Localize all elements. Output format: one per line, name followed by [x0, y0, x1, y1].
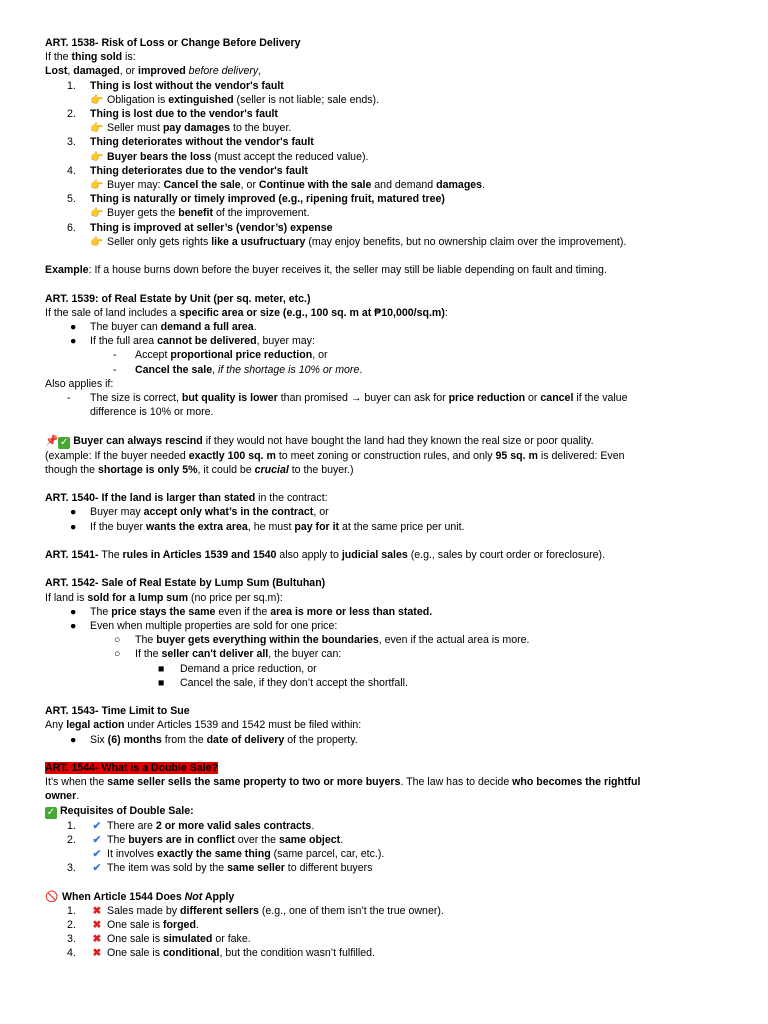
list-item-detail: 👉 Buyer bears the loss (must accept the reduced value).: [90, 150, 369, 163]
article-1544-intro: It’s when the same seller sells the same property to two or more buyers. The law has to decide who becomes the rightful: [45, 776, 641, 789]
article-1543-intro: Any legal action under Articles 1539 and 1542 must be filed within:: [45, 719, 362, 732]
pointing-right-icon: 👉: [90, 93, 104, 106]
article-1538-conditions: Lost, damaged, or improved before delivery,: [45, 65, 262, 78]
list-item: 1. ✔ There are 2 or more valid sales contracts.: [67, 819, 315, 832]
pointing-right-icon: 👉: [90, 207, 104, 220]
article-1542-intro: If land is sold for a lump sum (no price per sq.m):: [45, 591, 283, 604]
list-item: 3. Thing deteriorates without the vendor's fault: [67, 136, 314, 149]
article-1538-intro: If the thing sold is:: [45, 51, 136, 64]
cross-mark-icon: ✖: [92, 947, 102, 960]
article-1538-example: Example: If a house burns down before the buyer receives it, the seller may still be liable depending on fault and timing.: [45, 264, 607, 277]
bullet-item: ● Six (6) months from the date of delivery of the property.: [70, 733, 358, 746]
list-item: 2. Thing is lost due to the vendor's fault: [67, 108, 278, 121]
list-item: 3. ✔ The item was sold by the same seller to different buyers: [67, 862, 373, 875]
cross-mark-icon: ✖: [92, 919, 102, 932]
check-mark-icon: ✔: [92, 833, 102, 846]
cross-mark-icon: ✖: [92, 904, 102, 917]
rescind-note: 📌 ✓ Buyer can always rescind if they would not have bought the land had they known the real size or poor quality.: [45, 434, 594, 448]
list-item: 4. Thing deteriorates due to the vendor's fault: [67, 164, 308, 177]
prohibited-icon: 🚫: [45, 890, 59, 903]
article-1541: ART. 1541- The rules in Articles 1539 and 1540 also apply to judicial sales (e.g., sales by court order or foreclosure).: [45, 549, 606, 562]
list-item-detail: 👉 Buyer may: Cancel the sale, or Continue with the sale and demand damages.: [90, 179, 486, 192]
list-item: 2. ✔ The buyers are in conflict over the same object.: [67, 833, 344, 846]
list-item: 6. Thing is improved at seller’s (vendor’s) expense: [67, 221, 333, 234]
requisites-heading: ✓ Requisites of Double Sale:: [46, 804, 194, 818]
pointing-right-icon: 👉: [90, 150, 104, 163]
list-item-detail: 👉 Seller must pay damages to the buyer.: [90, 122, 292, 135]
article-1539-heading: ART. 1539: of Real Estate by Unit (per sq. meter, etc.): [45, 292, 311, 305]
white-check-mark-icon: ✓: [46, 806, 56, 818]
document-page: [45, 36, 725, 961]
square-item: ■ Demand a price reduction, or: [158, 662, 317, 675]
rescind-example-continued: though the shortage is only 5%, it could be crucial to the buyer.): [45, 463, 354, 476]
list-item-detail: 👉 Seller only gets rights like a usufructuary (may enjoy benefits, but no ownership claim over the improvement).: [90, 235, 627, 248]
list-item: 1. Thing is lost without the vendor's fault: [67, 79, 284, 92]
pointing-right-icon: 👉: [90, 179, 104, 192]
bullet-item: ● Even when multiple properties are sold for one price:: [70, 620, 338, 633]
list-item: 2. ✖ One sale is forged.: [67, 919, 199, 932]
circle-item: ○ If the seller can't deliver all, the buyer can:: [114, 648, 342, 661]
article-1539-intro: If the sale of land includes a specific area or size (e.g., 100 sq. m at ₱10,000/sq.m):: [45, 306, 448, 319]
dash-item: - Cancel the sale, if the shortage is 10% or more.: [113, 363, 363, 376]
article-1540-heading: ART. 1540- If the land is larger than stated in the contract:: [45, 492, 328, 505]
dash-item-continued: difference is 10% or more.: [90, 406, 214, 419]
article-1542-heading: ART. 1542- Sale of Real Estate by Lump Sum (Bultuhan): [45, 577, 326, 590]
dash-item: - The size is correct, but quality is lower than promised → buyer can ask for price reduction or cancel if the value: [67, 392, 628, 405]
dash-item: - Accept proportional price reduction, or: [113, 349, 328, 362]
list-item: 5. Thing is naturally or timely improved (e.g., ripening fruit, matured tree): [67, 193, 445, 206]
article-1543-heading: ART. 1543- Time Limit to Sue: [45, 705, 190, 718]
cross-mark-icon: ✖: [92, 933, 102, 946]
bullet-item: ● If the full area cannot be delivered, buyer may:: [70, 335, 315, 348]
bullet-item: ● Buyer may accept only what’s in the contract, or: [70, 506, 329, 519]
not-apply-heading: 🚫 When Article 1544 Does Not Apply: [45, 890, 235, 903]
list-item: 1. ✖ Sales made by different sellers (e.g., one of them isn’t the true owner).: [67, 904, 444, 917]
bullet-item: ● The buyer can demand a full area.: [70, 321, 257, 334]
pointing-right-icon: 👉: [90, 122, 104, 135]
rescind-example: (example: If the buyer needed exactly 100 sq. m to meet zoning or construction rules, and only 95 sq. m is delivered: Even: [45, 449, 625, 462]
white-check-mark-icon: ✓: [60, 436, 69, 448]
check-mark-icon: ✔: [92, 819, 102, 832]
article-1538-heading: ART. 1538- Risk of Loss or Change Before Delivery: [45, 37, 301, 49]
list-item: 4. ✖ One sale is conditional, but the condition wasn’t fulfilled.: [67, 947, 375, 960]
check-mark-icon: ✔: [92, 862, 102, 875]
bullet-item: ● If the buyer wants the extra area, he must pay for it at the same price per unit.: [70, 520, 465, 533]
list-item: 3. ✖ One sale is simulated or fake.: [67, 933, 251, 946]
pushpin-icon: 📌: [45, 434, 59, 447]
circle-item: ○ The buyer gets everything within the boundaries, even if the actual area is more.: [114, 634, 530, 647]
pointing-right-icon: 👉: [90, 235, 104, 248]
article-1544-intro-continued: owner.: [45, 790, 80, 803]
square-item: ■ Cancel the sale, if they don’t accept the shortfall.: [158, 676, 408, 689]
article-1544-heading: ART. 1544- What is a Double Sale?: [45, 762, 219, 775]
also-applies-label: Also applies if:: [45, 377, 114, 390]
list-item-detail: 👉 Obligation is extinguished (seller is not liable; sale ends).: [90, 93, 380, 106]
bullet-item: ● The price stays the same even if the area is more or less than stated.: [70, 605, 433, 618]
list-item-detail: 👉 Buyer gets the benefit of the improvement.: [90, 207, 310, 220]
check-mark-icon: ✔: [92, 848, 102, 861]
list-item-detail: ✔ It involves exactly the same thing (same parcel, car, etc.).: [45, 847, 725, 861]
